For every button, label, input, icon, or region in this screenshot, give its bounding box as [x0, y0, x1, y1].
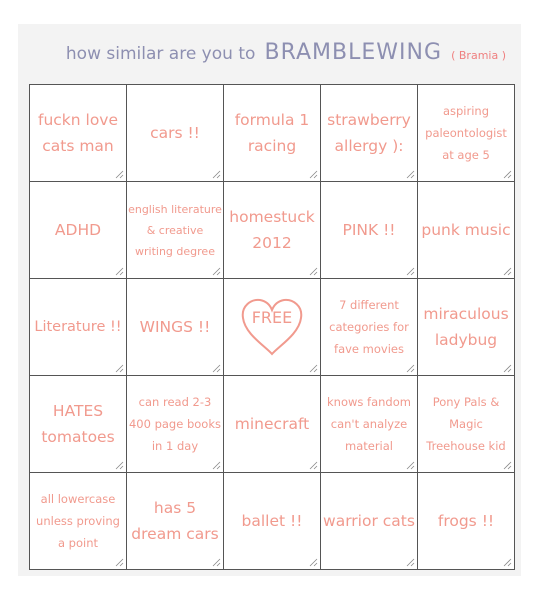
- bingo-card: [18, 24, 521, 576]
- corner-grip-icon: [309, 558, 318, 567]
- corner-grip-icon: [406, 364, 415, 373]
- corner-grip-icon: [503, 170, 512, 179]
- corner-grip-icon: [115, 170, 124, 179]
- corner-grip-icon: [309, 170, 318, 179]
- bingo-cell[interactable]: [418, 182, 515, 279]
- corner-grip-icon: [212, 267, 221, 276]
- cell-label: fuckn love cats man: [37, 111, 119, 155]
- bingo-cell[interactable]: [127, 182, 224, 279]
- bingo-cell[interactable]: [321, 279, 418, 376]
- bingo-cell[interactable]: [127, 85, 224, 182]
- bingo-title: [18, 40, 506, 65]
- corner-grip-icon: [309, 461, 318, 470]
- cell-label: miraculous ladybug: [423, 305, 509, 349]
- title-alias: ( Bramia ): [451, 49, 506, 62]
- bingo-cell[interactable]: [418, 279, 515, 376]
- bingo-cell[interactable]: [127, 473, 224, 570]
- cell-label: PINK !!: [342, 221, 396, 239]
- corner-grip-icon: [406, 461, 415, 470]
- title-prefix: how similar are you to: [65, 44, 256, 64]
- free-cell[interactable]: [224, 279, 321, 376]
- cell-label: formula 1 racing: [234, 111, 310, 155]
- cell-label: cars !!: [150, 124, 200, 142]
- bingo-cell[interactable]: [30, 85, 127, 182]
- corner-grip-icon: [212, 364, 221, 373]
- bingo-cell[interactable]: [418, 376, 515, 473]
- heart-outline-icon: [239, 296, 305, 358]
- corner-grip-icon: [406, 558, 415, 567]
- cell-label: strawberry allergy ):: [327, 111, 411, 155]
- corner-grip-icon: [406, 267, 415, 276]
- cell-label: has 5 dream cars: [131, 499, 219, 543]
- bingo-cell[interactable]: [30, 182, 127, 279]
- free-space: [239, 296, 305, 358]
- corner-grip-icon: [115, 558, 124, 567]
- cell-label: aspiring paleontologist at age 5: [425, 104, 507, 162]
- corner-grip-icon: [503, 267, 512, 276]
- cell-label: punk music: [421, 221, 511, 239]
- corner-grip-icon: [115, 364, 124, 373]
- free-label: FREE: [251, 308, 293, 327]
- bingo-cell[interactable]: [127, 279, 224, 376]
- corner-grip-icon: [309, 267, 318, 276]
- bingo-cell[interactable]: [127, 376, 224, 473]
- cell-label: knows fandom can't analyze material: [327, 395, 411, 453]
- bingo-cell[interactable]: [321, 85, 418, 182]
- cell-label: HATES tomatoes: [41, 402, 115, 446]
- cell-label: Pony Pals & Magic Treehouse kid: [426, 395, 506, 453]
- bingo-cell[interactable]: [30, 279, 127, 376]
- bingo-cell[interactable]: [224, 182, 321, 279]
- cell-label: can read 2-3 400 page books in 1 day: [128, 395, 221, 453]
- bingo-cell[interactable]: [418, 473, 515, 570]
- bingo-cell[interactable]: [30, 473, 127, 570]
- cell-label: ballet !!: [241, 512, 303, 530]
- corner-grip-icon: [115, 461, 124, 470]
- cell-label: minecraft: [234, 415, 310, 433]
- corner-grip-icon: [212, 558, 221, 567]
- cell-label: frogs !!: [437, 512, 495, 530]
- corner-grip-icon: [406, 170, 415, 179]
- title-name: BRAMBLEWING: [264, 40, 442, 65]
- cell-label: ADHD: [54, 221, 102, 239]
- bingo-cell[interactable]: [30, 376, 127, 473]
- cell-label: 7 different categories for fave movies: [329, 298, 409, 356]
- bingo-cell[interactable]: [224, 473, 321, 570]
- corner-grip-icon: [503, 461, 512, 470]
- cell-label: all lowercase unless proving a point: [36, 492, 120, 550]
- bingo-cell[interactable]: [321, 376, 418, 473]
- bingo-grid: [29, 84, 515, 570]
- cell-label: warrior cats: [323, 512, 415, 530]
- corner-grip-icon: [309, 364, 318, 373]
- bingo-cell[interactable]: [321, 473, 418, 570]
- bingo-cell[interactable]: [321, 182, 418, 279]
- corner-grip-icon: [212, 170, 221, 179]
- cell-label: WINGS !!: [139, 318, 211, 336]
- corner-grip-icon: [503, 364, 512, 373]
- corner-grip-icon: [503, 558, 512, 567]
- bingo-cell[interactable]: [418, 85, 515, 182]
- corner-grip-icon: [115, 267, 124, 276]
- cell-label: Literature !!: [34, 319, 122, 335]
- cell-label: homestuck 2012: [229, 208, 315, 252]
- bingo-cell[interactable]: [224, 85, 321, 182]
- corner-grip-icon: [212, 461, 221, 470]
- cell-label: english literature & creative writing degree: [128, 202, 222, 258]
- bingo-cell[interactable]: [224, 376, 321, 473]
